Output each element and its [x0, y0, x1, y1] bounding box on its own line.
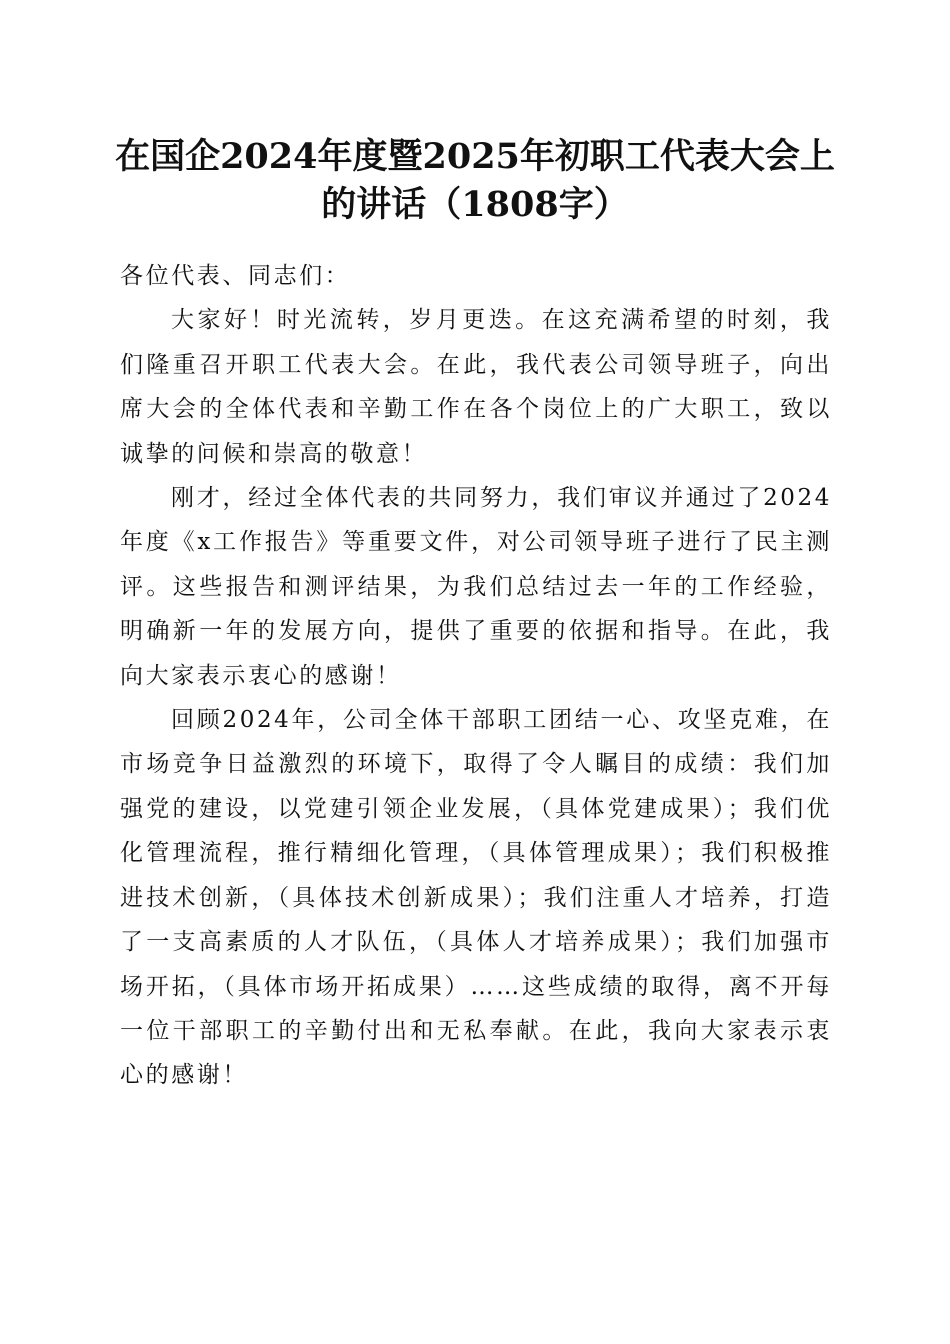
document-body	[120, 254, 832, 1098]
document-title	[110, 133, 840, 229]
paragraph-review: 刚才，经过全体代表的共同努力，我们审议并通过了2024年度《x工作报告》等重要文件，对公司领导班子进行了民主测评。这些报告和测评结果，为我们总结过去一年的工作经验，明确新一年的发展方向，提供了重要的依据和指导。在此，我向大家表示衷心的感谢！	[120, 485, 832, 689]
salutation: 各位代表、同志们：	[120, 263, 351, 289]
paragraph-greeting: 大家好！时光流转，岁月更迭。在这充满希望的时刻，我们隆重召开职工代表大会。在此，我代表公司领导班子，向出席大会的全体代表和辛勤工作在各个岗位上的广大职工，致以诚挚的问候和崇高的敬意！	[120, 307, 832, 467]
title-line-1: 在国企2024年度暨2025年初职工代表大会上	[115, 136, 835, 177]
paragraph-achievements: 回顾2024年，公司全体干部职工团结一心、攻坚克难，在市场竞争日益激烈的环境下，取得了令人瞩目的成绩：我们加强党的建设，以党建引领企业发展，（具体党建成果）；我们优化管理流程，推行精细化管理，（具体管理成果）；我们积极推进技术创新，（具体技术创新成果）；我们注重人才培养，打造了一支高素质的人才队伍，（具体人才培养成果）；我们加强市场开拓，（具体市场开拓成果）……这些成绩的取得，离不开每一位干部职工的辛勤付出和无私奉献。在此，我向大家表示衷心的感谢！	[120, 707, 832, 1089]
title-line-2: 的讲话（1808字）	[321, 184, 629, 225]
